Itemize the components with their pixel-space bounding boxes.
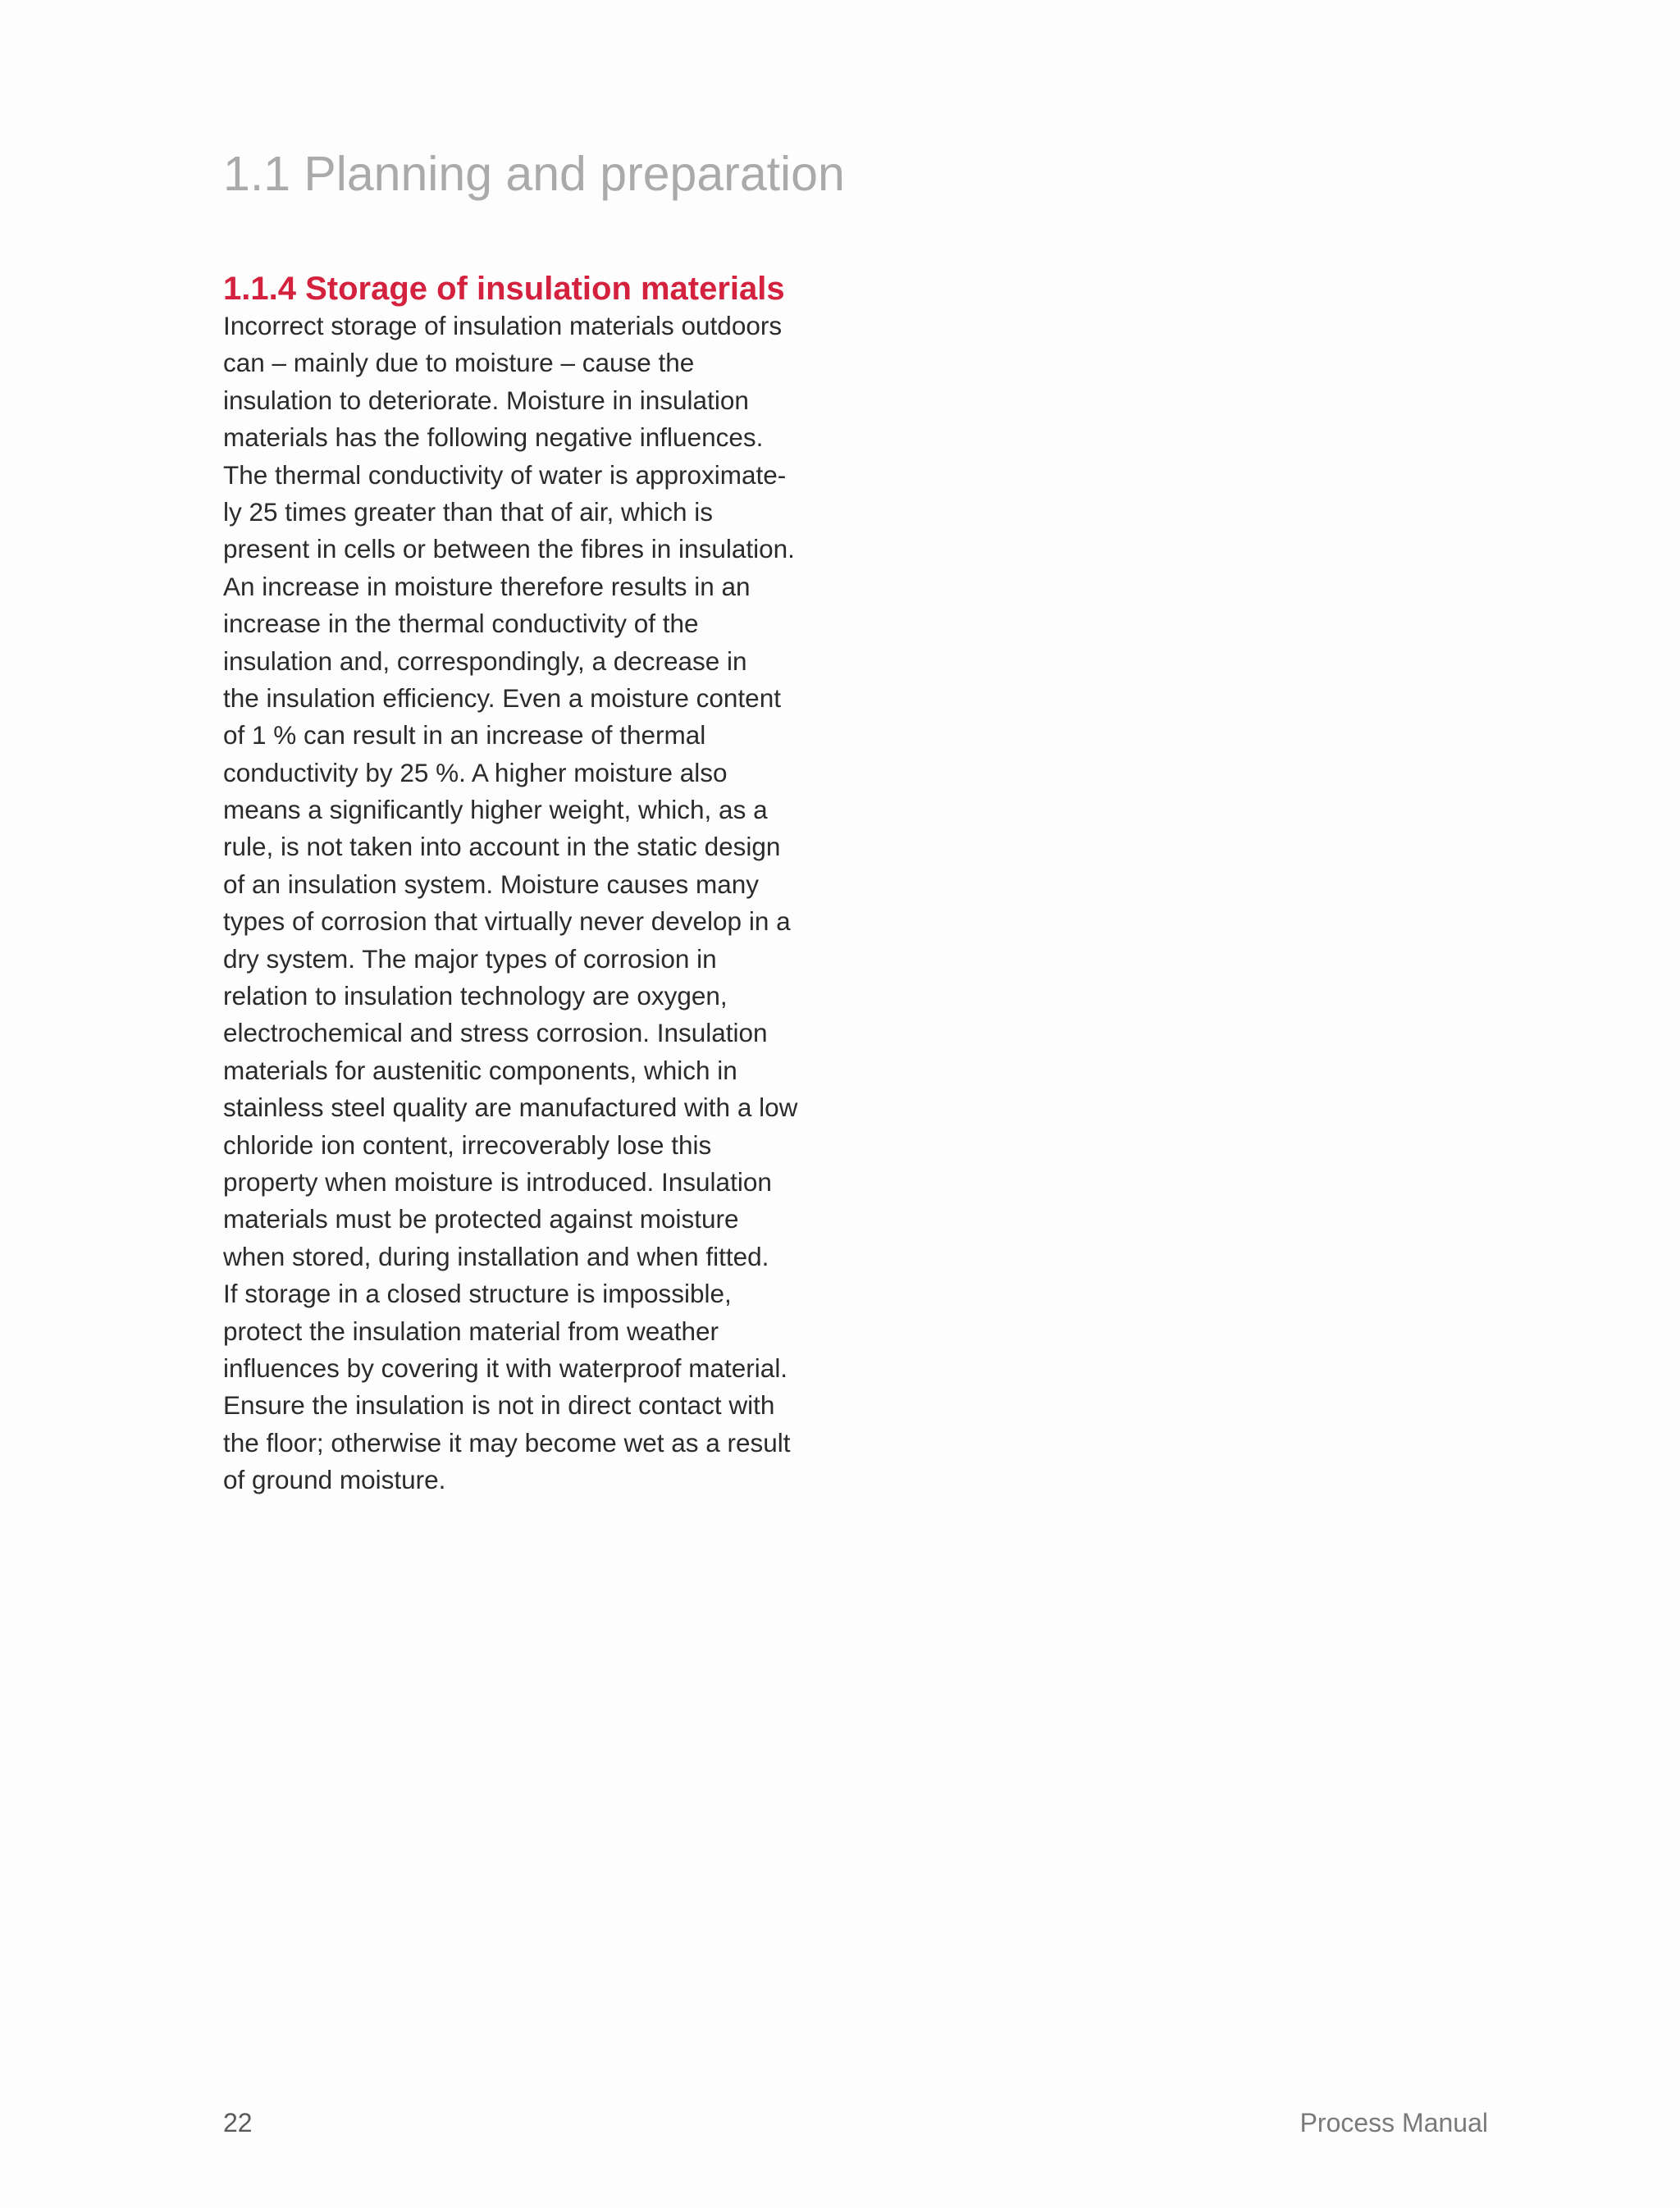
body-line: conductivity by 25 %. A higher moisture also	[223, 757, 728, 787]
body-line: Ensure the insulation is not in direct contact with	[223, 1390, 775, 1421]
body-line: electrochemical and stress corrosion. Insulation	[223, 1018, 768, 1048]
body-line: the insulation efficiency. Even a moisture content	[223, 682, 781, 713]
body-line: present in cells or between the fibres in insulation.	[223, 534, 795, 564]
body-line: insulation and, correspondingly, a decrease in	[223, 646, 747, 676]
body-line: of 1 % can result in an increase of thermal	[223, 720, 706, 750]
document-name: Process Manual	[1299, 2108, 1488, 2137]
body-line: dry system. The major types of corrosion in	[223, 943, 717, 974]
body-line: materials for austenitic components, which in	[223, 1055, 737, 1085]
section-title: 1.1 Planning and preparation	[223, 147, 845, 201]
subsection-title: 1.1.4 Storage of insulation materials	[223, 271, 785, 307]
body-line: chloride ion content, irrecoverably lose this	[223, 1129, 712, 1160]
body-line: relation to insulation technology are oxygen,	[223, 981, 728, 1011]
body-line: If storage in a closed structure is impossible,	[223, 1279, 732, 1309]
body-line: ly 25 times greater than that of air, which is	[223, 496, 714, 527]
body-line: property when moisture is introduced. Insulation	[223, 1166, 772, 1197]
body-line: The thermal conductivity of water is approximate-	[223, 459, 787, 490]
body-line: materials has the following negative influences.	[223, 422, 764, 453]
body-line: can – mainly due to moisture – cause the	[223, 348, 695, 378]
body-line: rule, is not taken into account in the static design	[223, 832, 781, 862]
body-line: means a significantly higher weight, which, as a	[223, 795, 768, 825]
body-line: stainless steel quality are manufactured with a low	[223, 1093, 798, 1123]
body-line: the floor; otherwise it may become wet as a result	[223, 1427, 791, 1458]
body-paragraph	[223, 308, 847, 1499]
body-line: types of corrosion that virtually never develop in a	[223, 906, 791, 937]
body-line: Incorrect storage of insulation materials outdoors	[223, 311, 783, 340]
body-line: materials must be protected against moisture	[223, 1204, 739, 1234]
body-line: An increase in moisture therefore results in an	[223, 571, 751, 601]
page-number: 22	[223, 2108, 253, 2137]
body-line: insulation to deteriorate. Moisture in insulation	[223, 385, 749, 415]
body-line: increase in the thermal conductivity of the	[223, 609, 699, 639]
body-line: when stored, during installation and when fitted.	[223, 1241, 769, 1271]
body-line: of ground moisture.	[223, 1465, 446, 1495]
body-line: of an insulation system. Moisture causes many	[223, 869, 760, 899]
body-line: influences by covering it with waterproof material.	[223, 1353, 788, 1383]
body-line: protect the insulation material from weather	[223, 1316, 719, 1346]
